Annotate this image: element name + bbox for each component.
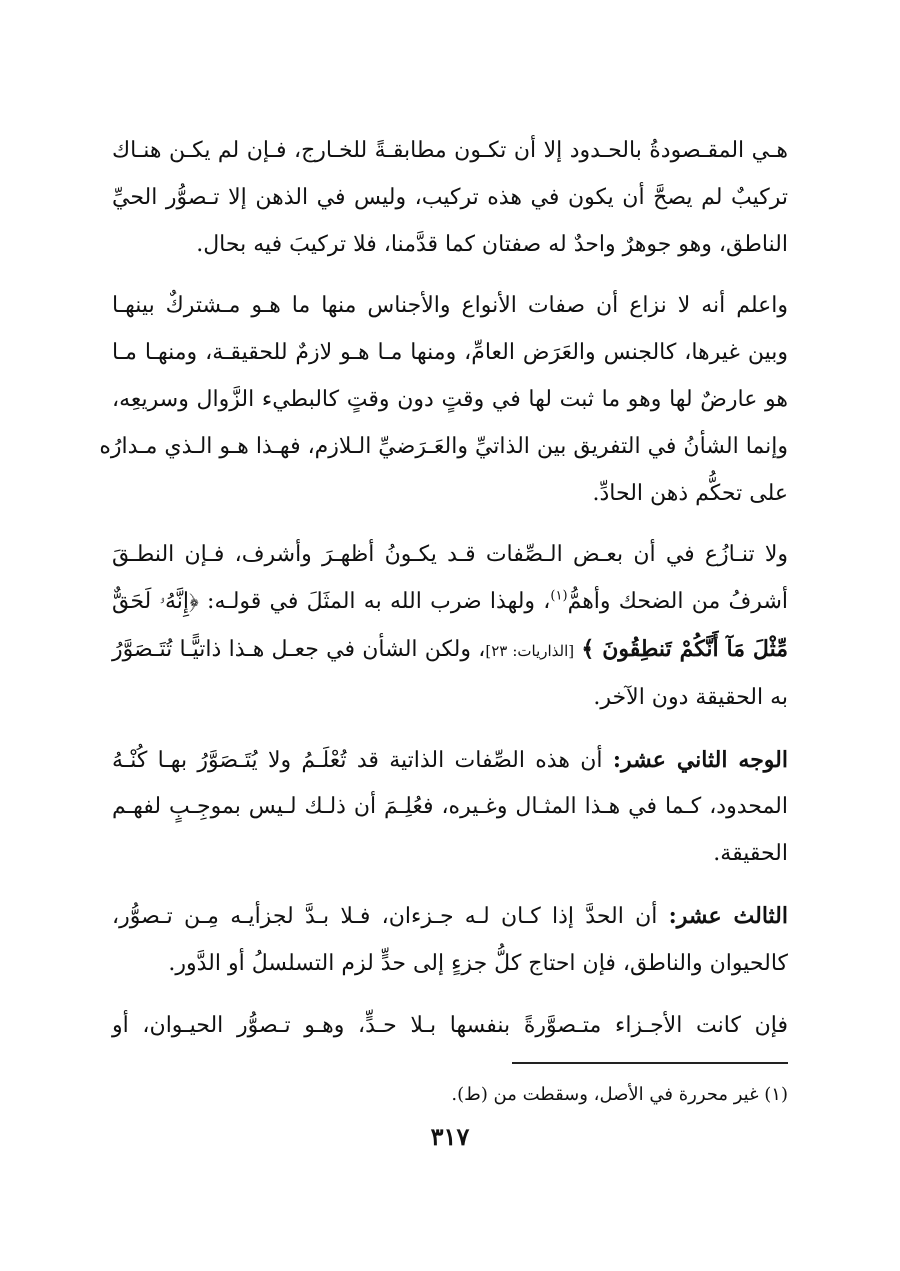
text-line: الناطق، وهو جوهرٌ واحدٌ له صفتان كما قدَّمنا، فلا تركيبَ فيه بحال. <box>196 231 788 257</box>
footnote-marker[interactable]: (١) <box>550 588 568 604</box>
footnote-text: غير محررة في الأصل، وسقطت من (ط). <box>451 1084 759 1105</box>
text-line: واعلم أنه لا نزاع أن صفات الأنواع والأجناس منها ما هـو مـشتركٌ بينهـا <box>112 293 788 319</box>
text-line <box>112 893 788 941</box>
section-heading: الثالث عشر: <box>668 902 788 929</box>
paragraph-1 <box>112 128 788 268</box>
text-segment: ، ولهذا ضرب الله به المثَلَ في قولـه: ﴿إِنَّهُۥ لَحَقٌّ <box>112 589 551 615</box>
text-line: كالحيوان والناطق، فإن احتاج كلُّ جزءٍ إلى حدٍّ لزم التسلسلُ أو الدَّور. <box>168 950 788 976</box>
paragraph-5 <box>112 893 788 988</box>
text-line: تركيبٌ لم يصحَّ أن يكون في هذه تركيب، وليس في الذهن إلا تـصوُّر الحيِّ <box>112 184 789 210</box>
text-line <box>112 579 788 626</box>
text-line <box>112 626 788 675</box>
quran-verse: مِّثْلَ مَآ أَنَّكُمْ تَنطِقُونَ ﴾ <box>581 635 788 662</box>
text-segment: أن هذه الصِّفات الذاتية قد تُعْلَـمُ ولا يُتَـصَوَّرُ بهـا كُنْـهُ <box>112 747 613 773</box>
text-line: وإنما الشأنُ في التفريق بين الذاتيِّ والعَـرَضيِّ الـلازم، فهـذا هـو الـذي مـدارُه <box>99 433 788 459</box>
text-line: على تحكُّم ذهن الحادِّ. <box>592 480 788 506</box>
page-number: ٣١٧ <box>430 1122 470 1151</box>
paragraph-4 <box>112 737 788 878</box>
text-line: هو عارضٌ لها وهو ما ثبت لها في وقتٍ دون وقتٍ كالبطيء الزَّوال وسريعِه، <box>112 386 788 412</box>
text-segment: أشرفُ من الضحك وأهمُّ <box>567 589 788 615</box>
main-text <box>99 128 789 1064</box>
text-line: به الحقيقة دون الآخر. <box>593 684 788 710</box>
text-line <box>112 737 788 785</box>
text-line: هـي المقـصودةُ بالحـدود إلا أن تكـون مطابقـةً للخـارج، فـإن لم يكـن هنـاك <box>112 138 788 163</box>
text-segment: ، ولكن الشأن في جعـل هـذا ذاتيًّـا تُتَـصَوَّرُ <box>112 636 486 662</box>
text-line: وبين غيرها، كالجنس والعَرَض العامِّ، ومنها مـا هـو لازمٌ للحقيقـة، ومنهـا مـا <box>112 340 788 366</box>
footnote <box>112 1080 788 1110</box>
verse-citation: [الذاريات: ٢٣] <box>485 641 575 660</box>
paragraph-3 <box>112 532 788 721</box>
text-line: المحدود، كـما في هـذا المثـال وغـيره، فعُلِـمَ أن ذلـك لـيس بموجِـبٍ لفهـم <box>112 794 788 820</box>
text-segment: أن الحدَّ إذا كـان لـه جـزءان، فـلا بـدَّ لجزأيـه مِـن تـصوُّر، <box>112 903 669 929</box>
section-heading: الوجه الثاني عشر: <box>612 746 788 773</box>
footnote-divider <box>512 1062 788 1064</box>
text-line: ولا تنـازُع في أن بعـض الـصِّفات قـد يكـونُ أظهـرَ وأشرف، فـإن النطـقَ <box>112 542 788 568</box>
paragraph-2 <box>99 283 788 517</box>
text-line: فإن كانت الأجـزاء متـصوَّرةً بنفسها بـلا حـدٍّ، وهـو تـصوُّر الحيـوان، أو <box>112 1012 788 1038</box>
text-line: الحقيقة. <box>713 841 788 867</box>
footnote-number: (١) <box>764 1084 788 1105</box>
paragraph-6 <box>112 1003 788 1050</box>
